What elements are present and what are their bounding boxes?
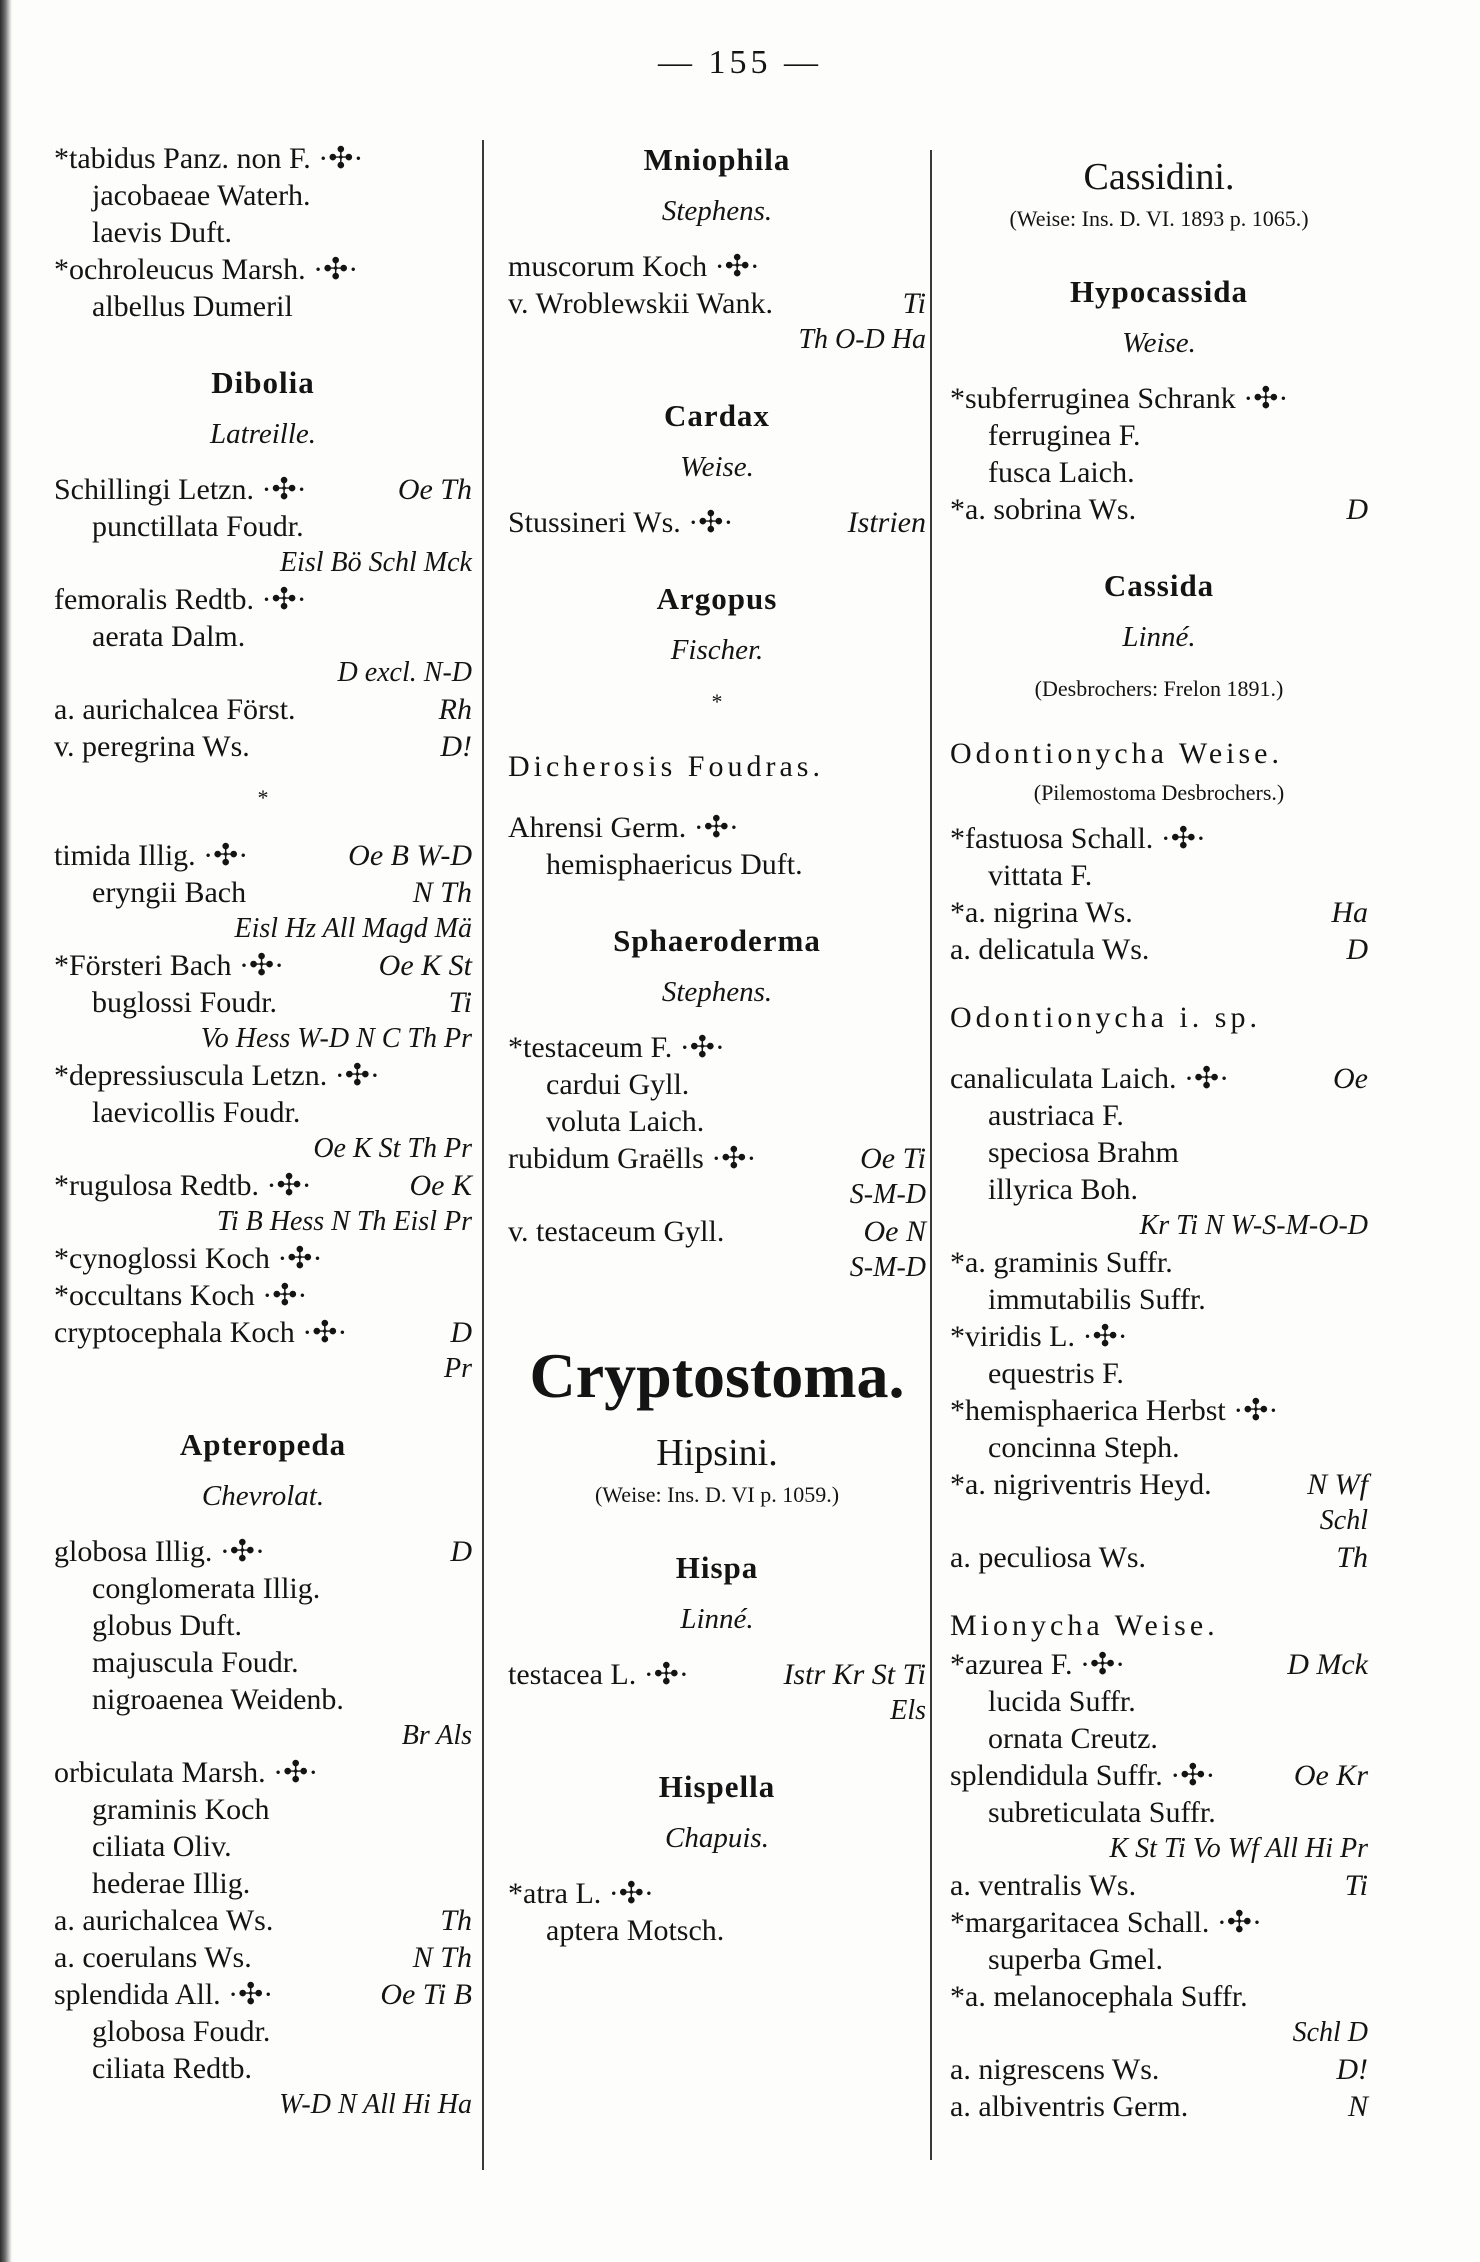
species-entry <box>950 931 1368 968</box>
species-name: *viridis L. ·✣· <box>950 1320 1128 1353</box>
species-name: eryngii Bach <box>92 876 247 909</box>
species-name: equestris F. <box>988 1357 1124 1390</box>
genus-heading: Apteropeda <box>179 1427 347 1462</box>
genus-author: Stephens. <box>661 976 773 1008</box>
species-entry <box>508 1656 926 1693</box>
species-entry <box>54 177 472 214</box>
species-name: *a. sobrina Ws. <box>950 493 1137 526</box>
subgenus-heading: Odontionycha Weise. <box>950 737 1283 770</box>
species-entry <box>508 1213 926 1250</box>
column-3 <box>950 140 1368 2125</box>
species-name: majuscula Foudr. <box>92 1646 299 1679</box>
species-entry <box>54 1865 472 1902</box>
distribution: Istrien <box>847 506 926 539</box>
species-entry <box>508 1103 926 1140</box>
species-name: a. aurichalcea Ws. <box>54 1904 274 1937</box>
distribution: Oe K St <box>378 949 472 982</box>
distribution: N Th <box>412 876 472 909</box>
distribution-line: Schl <box>1319 1505 1368 1536</box>
species-entry <box>950 1097 1368 1134</box>
species-entry <box>54 1277 472 1314</box>
distribution-line: Kr Ti N W-S-M-O-D <box>1139 1210 1368 1241</box>
column-2 <box>508 140 926 1949</box>
species-name: illyrica Boh. <box>988 1173 1138 1206</box>
reference-note: (Weise: Ins. D. VI. 1893 p. 1065.) <box>1009 206 1309 231</box>
species-name: splendidula Suffr. ·✣· <box>950 1759 1216 1792</box>
species-entry <box>950 1355 1368 1392</box>
species-entry <box>54 837 472 874</box>
species-name: *Försteri Bach ·✣· <box>54 949 285 982</box>
species-entry <box>950 1720 1368 1757</box>
species-name: ciliata Oliv. <box>92 1830 232 1863</box>
distribution: N Wf <box>1307 1468 1368 1501</box>
species-entry <box>508 1140 926 1177</box>
genus-heading: Sphaeroderma <box>613 923 821 958</box>
species-entry <box>950 1978 1368 2015</box>
species-entry <box>54 581 472 618</box>
distribution: Istr Kr St Ti <box>783 1658 926 1691</box>
species-name: *fastuosa Schall. ·✣· <box>950 822 1206 855</box>
species-name: a. coerulans Ws. <box>54 1941 252 1974</box>
column-1 <box>54 140 472 2123</box>
species-entry <box>54 1791 472 1828</box>
species-name: v. testaceum Gyll. <box>508 1215 725 1248</box>
distribution-line: W-D N All Hi Ha <box>279 2089 472 2120</box>
species-entry <box>54 691 472 728</box>
species-entry <box>54 1314 472 1351</box>
species-entry <box>950 2088 1368 2125</box>
species-name: laevicollis Foudr. <box>92 1096 301 1129</box>
distribution: N <box>1347 2090 1368 2123</box>
subgenus-heading: Mionycha Weise. <box>950 1609 1219 1642</box>
distribution-line: K St Ti Vo Wf All Hi Pr <box>1109 1833 1368 1864</box>
species-name: globosa Foudr. <box>92 2015 271 2048</box>
distribution: D Mck <box>1287 1648 1368 1681</box>
distribution: Oe Ti B <box>380 1978 472 2011</box>
distribution-line: Vo Hess W-D N C Th Pr <box>200 1023 472 1054</box>
genus-author: Latreille. <box>209 418 317 450</box>
species-name: v. Wroblewskii Wank. <box>508 287 773 320</box>
species-name: vittata F. <box>988 859 1093 892</box>
species-entry <box>508 504 926 541</box>
section-asterisk: * <box>711 689 723 714</box>
distribution-line: Pr <box>444 1353 472 1384</box>
distribution: Th <box>1336 1541 1368 1574</box>
species-entry <box>950 894 1368 931</box>
species-entry <box>54 1570 472 1607</box>
species-entry <box>54 984 472 1021</box>
species-entry <box>508 285 926 322</box>
species-name: hemisphaericus Duft. <box>546 848 803 881</box>
species-entry <box>508 846 926 883</box>
distribution-line: Eisl Bö Schl Mck <box>279 547 472 578</box>
distribution: Ha <box>1331 896 1368 929</box>
genus-heading: Cassida <box>1103 568 1215 603</box>
reference-note: (Pilemostoma Desbrochers.) <box>1033 780 1285 805</box>
species-entry <box>950 1134 1368 1171</box>
species-entry <box>950 417 1368 454</box>
distribution-line: Els <box>890 1695 926 1726</box>
distribution: Oe Kr <box>1293 1759 1368 1792</box>
species-name: *tabidus Panz. non F. ·✣· <box>54 142 364 175</box>
species-entry <box>950 857 1368 894</box>
species-name: voluta Laich. <box>546 1105 705 1138</box>
distribution: Ti <box>1344 1869 1368 1902</box>
species-name: *cynoglossi Koch ·✣· <box>54 1242 323 1275</box>
species-entry <box>54 1240 472 1277</box>
genus-author: Stephens. <box>661 195 773 227</box>
column-divider-2 <box>930 150 932 2160</box>
species-entry <box>54 1828 472 1865</box>
species-entry <box>950 1867 1368 1904</box>
species-entry <box>950 1281 1368 1318</box>
species-name: v. peregrina Ws. <box>54 730 250 763</box>
section-asterisk: * <box>257 785 269 810</box>
spacer <box>508 787 926 809</box>
species-name: a. ventralis Ws. <box>950 1869 1137 1902</box>
species-name: *testaceum F. ·✣· <box>508 1031 725 1064</box>
distribution: Oe Ti <box>860 1142 926 1175</box>
distribution: Oe <box>1333 1062 1368 1095</box>
species-name: orbiculata Marsh. ·✣· <box>54 1756 319 1789</box>
species-name: superba Gmel. <box>988 1943 1163 1976</box>
species-name: subreticulata Suffr. <box>988 1796 1216 1829</box>
species-name: *depressiuscula Letzn. ·✣· <box>54 1059 380 1092</box>
species-name: albellus Dumeril <box>92 290 293 323</box>
species-entry <box>950 491 1368 528</box>
species-name: ferruginea F. <box>988 419 1141 452</box>
species-name: globus Duft. <box>92 1609 242 1642</box>
species-entry <box>508 1066 926 1103</box>
species-entry <box>950 1466 1368 1503</box>
genus-heading: Hispa <box>675 1550 759 1585</box>
species-entry <box>508 809 926 846</box>
genus-heading: Mniophila <box>643 142 791 177</box>
species-name: a. delicatula Ws. <box>950 933 1150 966</box>
species-name: aerata Dalm. <box>92 620 246 653</box>
species-entry <box>950 1904 1368 1941</box>
distribution-line: D excl. N-D <box>337 657 472 688</box>
species-entry <box>508 1029 926 1066</box>
species-name: *ochroleucus Marsh. ·✣· <box>54 253 359 286</box>
tribe-heading: Hipsini. <box>656 1432 778 1474</box>
distribution-line: Th O-D Ha <box>798 324 926 355</box>
distribution: Ti <box>902 287 926 320</box>
species-name: *a. graminis Suffr. <box>950 1246 1173 1279</box>
species-entry <box>54 508 472 545</box>
species-entry <box>54 1533 472 1570</box>
species-entry <box>54 1167 472 1204</box>
distribution: D <box>1346 493 1368 526</box>
species-name: *hemisphaerica Herbst ·✣· <box>950 1394 1279 1427</box>
species-name: hederae Illig. <box>92 1867 251 1900</box>
column-divider-1 <box>482 140 484 2170</box>
distribution-line: S-M-D <box>849 1252 926 1283</box>
species-name: graminis Koch <box>92 1793 270 1826</box>
species-name: rubidum Graëlls ·✣· <box>508 1142 757 1175</box>
species-entry <box>54 618 472 655</box>
species-name: *occultans Koch ·✣· <box>54 1279 308 1312</box>
species-name: *margaritacea Schall. ·✣· <box>950 1906 1262 1939</box>
species-entry <box>950 1757 1368 1794</box>
genus-author: Weise. <box>680 451 754 483</box>
species-name: cryptocephala Koch ·✣· <box>54 1316 348 1349</box>
species-entry <box>950 1244 1368 1281</box>
spacer <box>950 1038 1368 1060</box>
species-entry <box>950 1392 1368 1429</box>
species-entry <box>54 1902 472 1939</box>
distribution: Oe Th <box>397 473 472 506</box>
distribution: Oe K <box>409 1169 472 1202</box>
species-name: timida Illig. ·✣· <box>54 839 249 872</box>
species-name: aptera Motsch. <box>546 1914 725 1947</box>
page-number: — 155 — <box>658 44 822 81</box>
scan-edge <box>0 0 12 2262</box>
distribution-line: Oe K St Th Pr <box>313 1133 472 1164</box>
species-entry <box>54 2013 472 2050</box>
species-name: nigroaenea Weidenb. <box>92 1683 344 1716</box>
species-entry <box>950 1060 1368 1097</box>
distribution-line: S-M-D <box>849 1179 926 1210</box>
genus-heading: Dibolia <box>211 365 315 400</box>
species-name: punctillata Foudr. <box>92 510 304 543</box>
subgenus-heading: Odontionycha i. sp. <box>950 1001 1261 1034</box>
species-name: laevis Duft. <box>92 216 232 249</box>
species-entry <box>950 1171 1368 1208</box>
distribution: D <box>450 1535 472 1568</box>
species-entry <box>54 1754 472 1791</box>
species-entry <box>54 1939 472 1976</box>
species-entry <box>54 1057 472 1094</box>
species-entry <box>54 1681 472 1718</box>
genus-heading: Cardax <box>664 398 770 433</box>
species-entry <box>950 1429 1368 1466</box>
distribution: Oe B W-D <box>348 839 472 872</box>
species-entry <box>54 251 472 288</box>
species-name: cardui Gyll. <box>546 1068 690 1101</box>
distribution-line: Br Als <box>401 1720 472 1751</box>
distribution: Rh <box>438 693 472 726</box>
distribution: D <box>450 1316 472 1349</box>
genus-heading: Hispella <box>658 1769 776 1804</box>
genus-heading: Argopus <box>656 581 778 616</box>
species-entry <box>950 380 1368 417</box>
distribution-line: Ti B Hess N Th Eisl Pr <box>216 1206 472 1237</box>
species-name: *rugulosa Redtb. ·✣· <box>54 1169 312 1202</box>
species-entry <box>508 248 926 285</box>
species-entry <box>54 471 472 508</box>
species-name: muscorum Koch ·✣· <box>508 250 760 283</box>
species-name: ciliata Redtb. <box>92 2052 252 2085</box>
distribution: D <box>1346 933 1368 966</box>
species-name: Schillingi Letzn. ·✣· <box>54 473 307 506</box>
species-entry <box>950 454 1368 491</box>
species-entry <box>950 2051 1368 2088</box>
reference-note: (Weise: Ins. D. VI p. 1059.) <box>594 1482 840 1507</box>
genus-author: Linné. <box>1122 621 1196 653</box>
species-name: conglomerata Illig. <box>92 1572 321 1605</box>
species-name: speciosa Brahm <box>988 1136 1179 1169</box>
species-name: *a. melanocephala Suffr. <box>950 1980 1248 2013</box>
species-name: buglossi Foudr. <box>92 986 278 1019</box>
species-entry <box>54 947 472 984</box>
species-name: a. nigrescens Ws. <box>950 2053 1160 2086</box>
species-entry <box>54 1644 472 1681</box>
species-name: austriaca F. <box>988 1099 1124 1132</box>
species-entry <box>950 820 1368 857</box>
species-entry <box>950 1794 1368 1831</box>
species-name: Ahrensi Germ. ·✣· <box>508 811 739 844</box>
genus-author: Chevrolat. <box>201 1480 325 1512</box>
species-entry <box>950 1318 1368 1355</box>
species-name: immutabilis Suffr. <box>988 1283 1206 1316</box>
distribution: D! <box>1336 2053 1368 2086</box>
genus-author: Fischer. <box>670 634 764 666</box>
distribution: Th <box>440 1904 472 1937</box>
species-name: a. albiventris Germ. <box>950 2090 1189 2123</box>
species-entry <box>54 2050 472 2087</box>
species-entry <box>54 728 472 765</box>
genus-heading: Hypocassida <box>1069 274 1249 309</box>
species-name: a. peculiosa Ws. <box>950 1541 1147 1574</box>
species-entry <box>54 140 472 177</box>
species-entry <box>54 1976 472 2013</box>
species-entry <box>950 1646 1368 1683</box>
species-name: *atra L. ·✣· <box>508 1877 654 1910</box>
species-name: a. aurichalcea Först. <box>54 693 296 726</box>
family-title: Cryptostoma. <box>529 1340 905 1411</box>
species-name: *a. nigriventris Heyd. <box>950 1468 1212 1501</box>
species-name: Stussineri Ws. ·✣· <box>508 506 734 539</box>
species-entry <box>54 1607 472 1644</box>
species-name: femoralis Redtb. ·✣· <box>54 583 307 616</box>
distribution-line: Schl D <box>1292 2017 1368 2048</box>
species-name: testacea L. ·✣· <box>508 1658 689 1691</box>
subgenus-heading: Dicherosis Foudras. <box>508 750 824 783</box>
distribution-line: Eisl Hz All Magd Mä <box>234 913 472 944</box>
species-entry <box>508 1912 926 1949</box>
species-name: canaliculata Laich. ·✣· <box>950 1062 1230 1095</box>
species-name: *azurea F. ·✣· <box>950 1648 1126 1681</box>
genus-author: Chapuis. <box>665 1822 769 1854</box>
genus-author: Weise. <box>1122 327 1196 359</box>
species-name: jacobaeae Waterh. <box>92 179 311 212</box>
species-name: concinna Steph. <box>988 1431 1180 1464</box>
species-name: *a. nigrina Ws. <box>950 896 1133 929</box>
species-entry <box>54 1094 472 1131</box>
reference-note: (Desbrochers: Frelon 1891.) <box>1034 676 1284 701</box>
species-entry <box>54 288 472 325</box>
species-entry <box>54 874 472 911</box>
species-entry <box>950 1539 1368 1576</box>
species-entry <box>950 1941 1368 1978</box>
species-name: splendida All. ·✣· <box>54 1978 274 2011</box>
distribution: D! <box>440 730 472 763</box>
species-entry <box>54 214 472 251</box>
distribution: Oe N <box>863 1215 926 1248</box>
species-entry <box>508 1875 926 1912</box>
species-name: globosa Illig. ·✣· <box>54 1535 265 1568</box>
species-name: fusca Laich. <box>988 456 1135 489</box>
genus-author: Linné. <box>680 1603 754 1635</box>
species-name: ornata Creutz. <box>988 1722 1158 1755</box>
species-name: lucida Suffr. <box>988 1685 1136 1718</box>
species-entry <box>950 1683 1368 1720</box>
distribution: Ti <box>448 986 472 1019</box>
species-name: *subferruginea Schrank ·✣· <box>950 382 1289 415</box>
tribe-heading: Cassidini. <box>1083 156 1235 198</box>
distribution: N Th <box>412 1941 472 1974</box>
